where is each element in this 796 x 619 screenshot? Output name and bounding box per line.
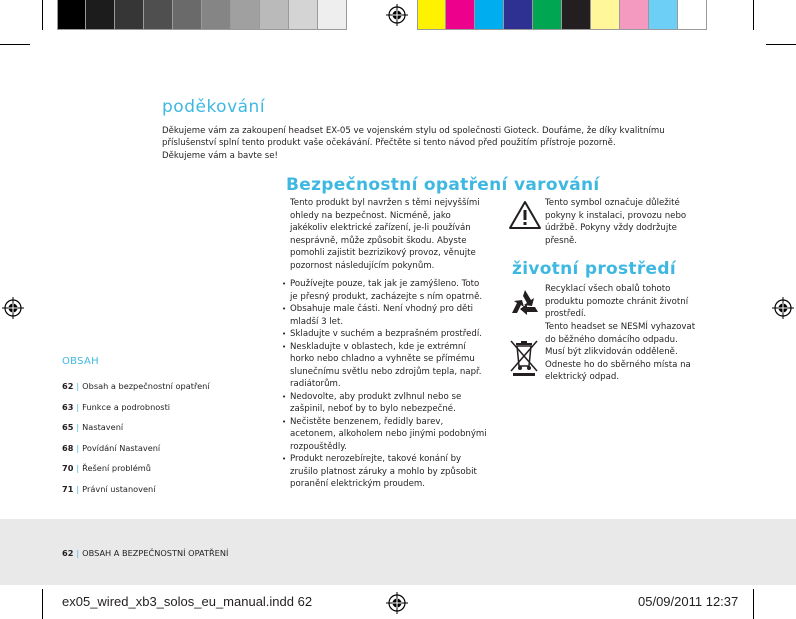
warning-paragraph: [545, 197, 705, 247]
footer-separator: |: [76, 548, 80, 558]
process-color-swatch-9: [649, 0, 678, 30]
list-item: [282, 391, 504, 416]
environment-heading: životní prostředí: [512, 259, 676, 279]
list-item-line: • Nedovolte, aby produkt zvlhnul nebo se: [290, 391, 462, 402]
grayscale-swatch-7: [231, 0, 260, 30]
toc-label: Funkce a podrobnosti: [82, 401, 171, 412]
footer-running-title: [62, 548, 228, 558]
process-color-swatch-6: [562, 0, 591, 30]
toc-page-number: 63: [62, 401, 74, 412]
toc-label: Obsah a bezpečnostní opatření: [82, 381, 210, 391]
slug-filename: ex05_wired_xb3_solos_eu_manual.indd 62: [62, 594, 313, 609]
process-color-swatch-7: [591, 0, 620, 30]
crossed-out-bin-icon: [509, 338, 539, 376]
warning-line: Tento symbol označuje důležité: [545, 198, 680, 208]
warning-line: pokyny k instalaci, provozu nebo: [545, 210, 687, 221]
registration-target-icon: [386, 4, 408, 26]
recycle-paragraph: [545, 283, 705, 321]
safety-intro: [290, 197, 500, 272]
safety-intro-line: pomohli zajistit bezrizikový provoz, věnujte: [290, 248, 476, 258]
list-item-line: poranění elektrickým proudem.: [290, 479, 425, 489]
list-item-line: zašpinil, neboť by to bylo nebezpečné.: [290, 404, 456, 414]
recycle-line: Recyklací všech obalů tohoto: [545, 284, 671, 294]
list-item: [282, 303, 504, 328]
registration-target-icon: [2, 297, 24, 319]
process-color-swatch-3: [475, 0, 504, 30]
list-item: [282, 328, 504, 341]
list-item-line: • Neskladujte v oblastech, kde je extrémní: [290, 341, 466, 352]
grayscale-swatch-1: [57, 0, 86, 30]
grayscale-swatch-9: [289, 0, 318, 30]
list-item-line: je přesný produkt, zacházejte s ním opatrně.: [290, 291, 483, 302]
toc-page-number: 68: [62, 442, 74, 453]
list-item: [282, 278, 504, 303]
grayscale-swatch-10: [318, 0, 347, 30]
list-item-line: radiátorům.: [290, 379, 341, 389]
grayscale-swatch-bar: [57, 0, 347, 30]
toc-entry[interactable]: [62, 484, 210, 505]
warning-triangle-icon: [508, 200, 542, 230]
crop-mark: [753, 589, 754, 619]
list-item-line: mladší 3 let.: [290, 316, 344, 327]
toc-separator: |: [76, 463, 80, 473]
crop-mark: [42, 0, 43, 30]
grayscale-swatch-6: [202, 0, 231, 30]
color-swatch-bar: [417, 0, 707, 30]
warning-heading: varování: [514, 175, 600, 195]
list-item: [282, 453, 504, 491]
list-item-line: slunečnímu světlu nebo zdrojům tepla, např.: [290, 366, 482, 377]
process-color-swatch-4: [504, 0, 533, 30]
toc-entry[interactable]: [62, 381, 210, 402]
list-item-line: • Produkt nerozebírejte, takové konání by: [290, 454, 462, 464]
toc-label: Povídání Nastavení: [82, 442, 161, 453]
list-item-line: zrušilo platnost záruky a mohlo by způsobit: [290, 466, 477, 477]
crop-mark: [0, 44, 30, 45]
list-item-line: horko nebo chladno a vyhněte se přímému: [290, 354, 475, 364]
safety-instructions-list: [282, 278, 504, 491]
toc-entry[interactable]: [62, 422, 210, 443]
crop-mark: [42, 589, 43, 619]
slug-timestamp: 05/09/2011 12:37: [638, 594, 739, 609]
process-color-swatch-1: [417, 0, 446, 30]
list-item-line: acetonem, alkoholem nebo jinými podobnými: [290, 429, 487, 439]
weee-paragraph: [545, 321, 715, 384]
footer-page-number: 62: [62, 548, 74, 558]
thanks-heading: poděkování: [162, 97, 266, 117]
table-of-contents: [62, 381, 210, 504]
list-item: [282, 341, 504, 391]
list-item-line: • Skladujte v suchém a bezprašném prostředí.: [290, 329, 482, 339]
toc-separator: |: [76, 422, 80, 432]
process-color-swatch-2: [446, 0, 475, 30]
warning-line: údržbě. Pokyny vždy dodržujte: [545, 223, 677, 233]
safety-intro-line: nesprávně, může způsobit škodu. Abyste: [290, 235, 467, 246]
recycle-icon: [509, 287, 541, 317]
weee-line: Musí být zlikvidován odděleně.: [545, 347, 678, 357]
thanks-paragraph: [162, 125, 722, 162]
thanks-line: Děkujeme vám a bavte se!: [162, 150, 278, 161]
grayscale-swatch-8: [260, 0, 289, 30]
weee-line: Odneste ho do sběrného místa na: [545, 359, 691, 370]
registration-target-icon: [772, 297, 794, 319]
footer-section-label: OBSAH A BEZPEČNOSTNÍ OPATŘENÍ: [82, 548, 229, 558]
toc-heading: OBSAH: [62, 356, 99, 367]
weee-line: Tento headset se NESMÍ vyhazovat: [545, 322, 696, 332]
list-item-line: • Používejte pouze, tak jak je zamýšleno. Toto: [290, 279, 480, 289]
safety-intro-line: pozornost následujícím pokynům.: [290, 260, 435, 271]
toc-separator: |: [76, 483, 80, 494]
toc-label: Nastavení: [82, 422, 124, 432]
toc-separator: |: [76, 381, 80, 391]
safety-intro-line: Tento produkt byl navržen s těmi nejvyššími: [290, 198, 480, 208]
toc-page-number: 62: [62, 381, 74, 391]
thanks-line: příslušenství splní tento produkt vaše očekávání. Přečtěte si tento návod před použitím přístroje pozorně.: [162, 138, 616, 149]
list-item-line: • Obsahuje male části. Není vhodný pro děti: [290, 304, 474, 314]
grayscale-swatch-4: [144, 0, 173, 30]
toc-separator: |: [76, 442, 80, 453]
toc-label: Řešení problémů: [82, 463, 151, 473]
crop-mark: [766, 44, 796, 45]
safety-intro-line: jakékoliv elektrické zařízení, je-li používán: [290, 223, 471, 233]
grayscale-swatch-3: [115, 0, 144, 30]
warning-line: přesně.: [545, 235, 578, 246]
registration-target-icon: [386, 592, 408, 614]
grayscale-swatch-2: [86, 0, 115, 30]
process-color-swatch-10: [678, 0, 707, 30]
crop-mark: [753, 0, 754, 30]
toc-entry[interactable]: [62, 402, 210, 423]
safety-heading: Bezpečnostní opatření: [286, 175, 508, 195]
recycle-line: prostředí.: [545, 309, 587, 319]
process-color-swatch-5: [533, 0, 562, 30]
toc-entry[interactable]: [62, 443, 210, 464]
list-item: [282, 416, 504, 454]
toc-page-number: 71: [62, 483, 74, 494]
toc-page-number: 70: [62, 463, 74, 473]
safety-intro-line: ohledy na bezpečnost. Nicméně, jako: [290, 210, 451, 221]
toc-page-number: 65: [62, 422, 74, 432]
grayscale-swatch-5: [173, 0, 202, 30]
toc-separator: |: [76, 401, 80, 412]
toc-entry[interactable]: [62, 463, 210, 484]
weee-line: do běžného domácího odpadu.: [545, 334, 678, 345]
recycle-line: produktu pomozte chránit životní: [545, 296, 689, 307]
toc-label: Právní ustanovení: [82, 483, 156, 494]
thanks-line: Děkujeme vám za zakoupení headset EX-05 ve vojenském stylu od společnosti Gioteck. Doufáme, že díky kvalitnímu: [162, 126, 665, 136]
process-color-swatch-8: [620, 0, 649, 30]
list-item-line: rozpouštědly.: [290, 441, 347, 452]
weee-line: elektrický odpad.: [545, 372, 620, 382]
list-item-line: • Nečistěte benzenem, ředidly barev,: [290, 416, 444, 427]
